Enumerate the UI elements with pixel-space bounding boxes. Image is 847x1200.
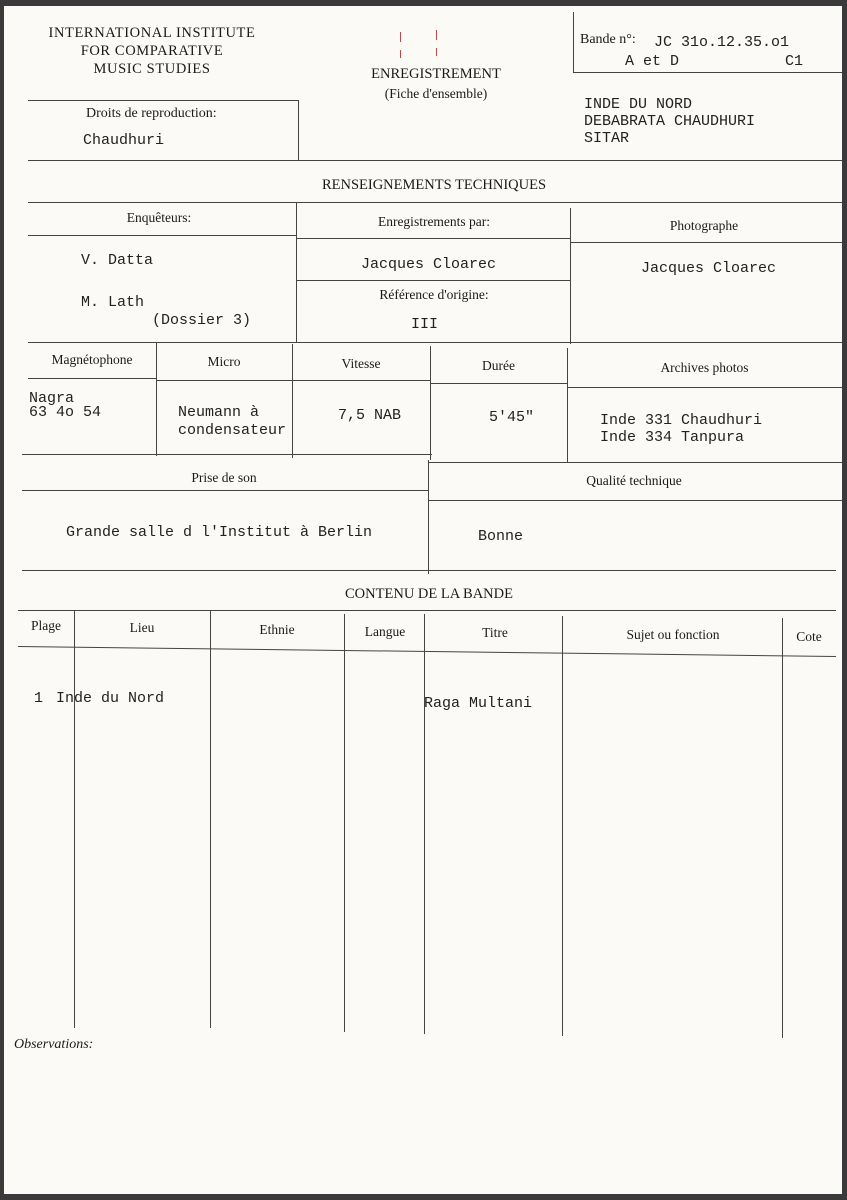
column-divider	[562, 616, 563, 1036]
institute-line-1: INTERNATIONAL INSTITUTE	[48, 25, 256, 41]
row-divider	[22, 490, 428, 491]
observations-label: Observations:	[14, 1037, 94, 1052]
column-header-plage: Plage	[31, 618, 61, 633]
contents-section-title: CONTENU DE LA BANDE	[345, 586, 513, 602]
column-divider	[424, 614, 425, 1034]
column-header-ethnie: Ethnie	[259, 622, 295, 637]
record-form-card	[4, 6, 842, 1194]
micro-line-1: Neumann à	[178, 404, 260, 421]
red-tick-mark	[436, 48, 437, 56]
column-header-lieu: Lieu	[129, 620, 155, 635]
quality-value: Bonne	[478, 528, 524, 545]
recorded-by-label: Enregistrements par:	[377, 214, 491, 229]
tape-box-border	[573, 12, 574, 72]
column-divider	[570, 208, 571, 344]
row-divider	[296, 280, 570, 281]
row-divider	[28, 342, 842, 343]
photo-archives-label: Archives photos	[660, 360, 749, 375]
column-header-sujet: Sujet ou fonction	[626, 627, 720, 642]
red-tick-mark	[400, 50, 401, 58]
enqueteurs-label: Enquêteurs:	[126, 210, 192, 225]
enqueteur-2: M. Lath	[81, 294, 145, 311]
duration-value: 5'45"	[489, 409, 535, 426]
recorder-model: Nagra	[29, 390, 75, 407]
reference-label: Référence d'origine:	[379, 287, 489, 302]
tape-code: C1	[785, 53, 804, 70]
recorder-serial: 63 4o 54	[29, 404, 102, 421]
form-subtitle: (Fiche d'ensemble)	[384, 86, 488, 101]
row-divider	[22, 454, 432, 455]
subject-performer: DEBABRATA CHAUDHURI	[584, 113, 756, 130]
tape-side: A et D	[625, 53, 680, 70]
row-divider	[296, 238, 570, 239]
red-tick-mark	[436, 30, 437, 40]
speed-value: 7,5 NAB	[338, 407, 402, 424]
column-divider	[210, 610, 211, 1028]
reference-value: III	[411, 316, 439, 333]
section-divider	[22, 570, 836, 571]
recorded-by-value: Jacques Cloarec	[361, 256, 497, 273]
row-divider	[428, 462, 842, 463]
micro-line-2: condensateur	[178, 422, 287, 439]
enqueteur-1: V. Datta	[81, 252, 154, 269]
rights-box-border	[28, 100, 298, 101]
tape-box-border	[573, 72, 842, 73]
cell-lieu: Inde du Nord	[56, 690, 165, 707]
rights-value: Chaudhuri	[83, 132, 165, 149]
institute-line-2: FOR COMPARATIVE	[80, 43, 224, 59]
column-divider	[428, 460, 429, 574]
micro-label: Micro	[207, 354, 241, 369]
red-tick-mark	[400, 32, 401, 42]
technical-section-title: RENSEIGNEMENTS TECHNIQUES	[321, 177, 547, 193]
row-divider	[156, 380, 430, 381]
row-divider	[28, 235, 296, 236]
rights-label: Droits de reproduction:	[86, 106, 217, 121]
tape-number-label: Bande n°:	[580, 32, 636, 47]
row-divider	[18, 646, 836, 657]
row-divider	[570, 242, 842, 243]
form-title: ENREGISTREMENT	[371, 66, 501, 82]
speed-label: Vitesse	[341, 356, 381, 371]
column-header-titre: Titre	[482, 625, 508, 640]
row-divider	[28, 378, 156, 379]
subject-region: INDE DU NORD	[584, 96, 693, 113]
row-divider	[428, 500, 842, 501]
subject-instrument: SITAR	[584, 130, 630, 147]
column-divider	[782, 618, 783, 1038]
section-divider	[18, 610, 836, 611]
photographer-value: Jacques Cloarec	[641, 260, 777, 277]
row-divider	[430, 383, 567, 384]
sound-location: Grande salle d l'Institut à Berlin	[66, 524, 373, 541]
institute-line-3: MUSIC STUDIES	[93, 61, 211, 77]
sound-label: Prise de son	[191, 470, 257, 485]
photo-archive-1: Inde 331 Chaudhuri	[600, 412, 763, 429]
row-divider	[567, 387, 842, 388]
column-divider	[74, 610, 75, 1028]
column-header-langue: Langue	[364, 624, 406, 639]
rights-box-border	[298, 100, 299, 160]
section-divider	[28, 160, 842, 161]
column-divider	[344, 614, 345, 1032]
tape-number: JC 31o.12.35.o1	[654, 34, 790, 51]
column-header-cote: Cote	[796, 629, 822, 644]
photo-archive-2: Inde 334 Tanpura	[600, 429, 745, 446]
cell-plage: 1	[34, 690, 44, 707]
photographer-label: Photographe	[669, 218, 739, 233]
dossier-number: (Dossier 3)	[152, 312, 252, 329]
quality-label: Qualité technique	[586, 473, 682, 488]
recorder-label: Magnétophone	[51, 352, 133, 367]
column-divider	[296, 202, 297, 342]
institute-name	[22, 24, 282, 78]
cell-titre: Raga Multani	[424, 695, 533, 712]
duration-label: Durée	[482, 358, 515, 373]
section-divider	[28, 202, 842, 203]
